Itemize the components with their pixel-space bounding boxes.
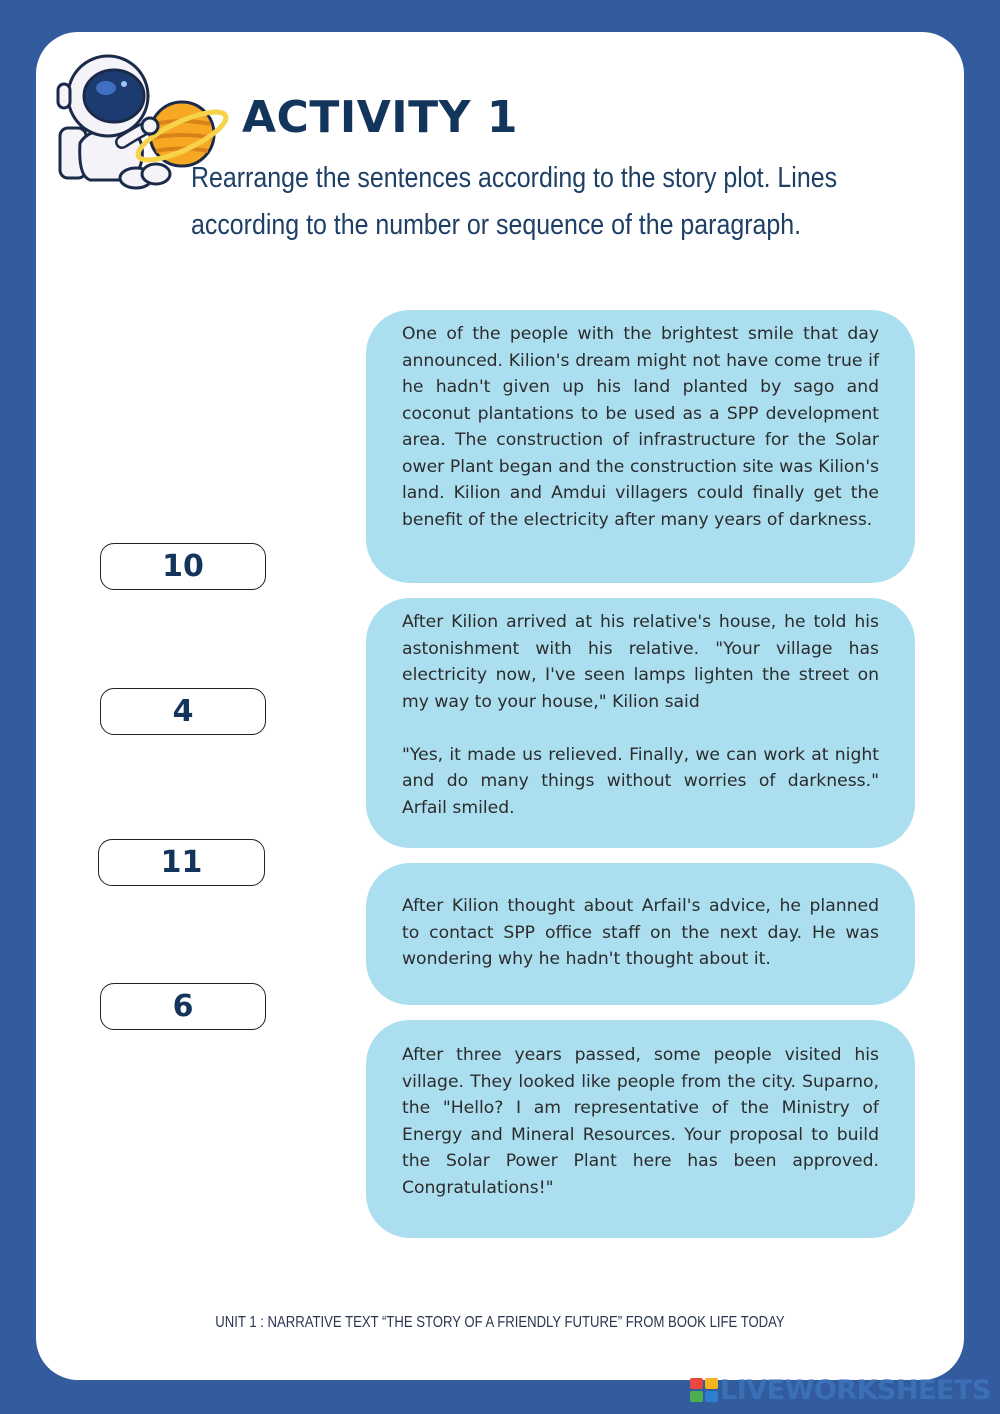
story-card-4 (366, 1020, 915, 1238)
instructions-text: Rearrange the sentences according to the story plot. Lines according to the number or sequence of the paragraph. (191, 162, 838, 241)
liveworksheets-watermark: LIVEWORKSHEETS (720, 1374, 991, 1406)
answer-input-3[interactable]: 11 (98, 839, 265, 886)
story-card-3 (366, 863, 915, 1005)
liveworksheets-mark-icon (690, 1378, 718, 1402)
answer-input-1[interactable]: 10 (100, 543, 266, 590)
card-paragraph: After three years passed, some people visited his village. They looked like people from the city. Suparno, the "Hello? I am representative of the Ministry of Energy and Mineral Resources. Your proposal to build the Solar Power Plant here has been approved. Congratulations!" (402, 1045, 879, 1198)
story-card-1 (366, 310, 915, 583)
answer-input-2[interactable]: 4 (100, 688, 266, 735)
answer-input-4[interactable]: 6 (100, 983, 266, 1030)
story-card-2 (366, 598, 915, 848)
liveworksheets-logo (690, 1374, 991, 1406)
footer-caption: UNIT 1 : NARRATIVE TEXT “THE STORY OF A FRIENDLY FUTURE” FROM BOOK LIFE TODAY (215, 1314, 785, 1331)
card-paragraph: One of the people with the brightest smile that day announced. Kilion's dream might not have come true if he hadn't given up his land planted by sago and coconut plantations to be used as a SPP development area. The construction of infrastructure for the Solar ower Plant began and the construction site was Kilion's land. Kilion and Amdui villagers could finally get the benefit of the electricity after many years of darkness. (402, 324, 879, 530)
card-paragraph: "Yes, it made us relieved. Finally, we can work at night and do many things without worries of darkness." Arfail smiled. (402, 744, 879, 818)
activity-title: ACTIVITY 1 (242, 92, 518, 143)
card-paragraph: After Kilion arrived at his relative's house, he told his astonishment with his relative. "Your village has electricity now, I've seen lamps lighten the street on my way to your house," Kilion said (402, 612, 879, 712)
card-paragraph: After Kilion thought about Arfail's advice, he planned to contact SPP office staff on the next day. He was wondering why he hadn't thought about it. (402, 896, 879, 969)
